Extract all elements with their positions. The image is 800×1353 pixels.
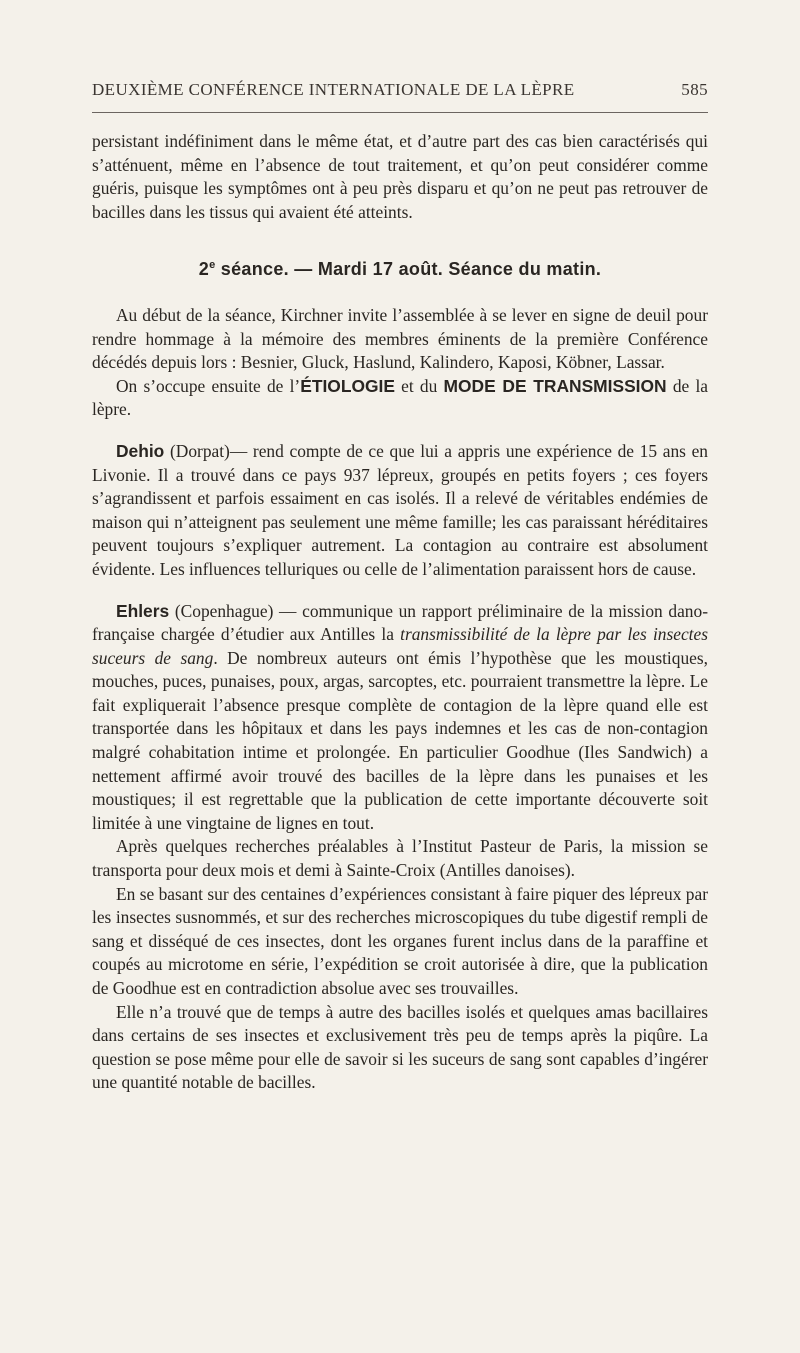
speaker-dehio: Dehio [116, 440, 165, 461]
ehlers-text-a: (Copenhague) — communique un rapport préliminaire de la mission dano-française chargée d’étudier aux Antilles la [92, 600, 708, 645]
section-ordinal: e [209, 259, 216, 272]
dehio-text: (Dorpat)— rend compte de ce que lui a appris une expérience de 15 ans en Livonie. Il a trouvé dans ce pays 937 lépreux, groupés en petits foyers ; ces foyers s’agrandissent et parfois essaiment en cas isolés. Il a relevé de véritables endémies de maison qui n’atteignent pas seulement une même famille; les cas paraissant héréditaires peuvent toujours s’expliquer autrement. La contagion au contraire est absolument évidente. Les influences telluriques ou celle de l’alimentation paraissent hors de cause. [92, 440, 708, 579]
speaker-ehlers: Ehlers [116, 600, 170, 621]
section-number: 2 [198, 259, 210, 280]
section-heading [92, 254, 708, 282]
topic-text-a: On s’occupe ensuite de l’ [116, 375, 301, 396]
running-title: DEUXIÈME CONFÉRENCE INTERNATIONALE DE LA LÈPRE [92, 80, 575, 99]
ehlers-text-b: . De nombreux auteurs ont émis l’hypothèse que les moustiques, mouches, puces, punaises, poux, argas, sarcoptes, etc. pourraient transmettre la lèpre. Le fait expliquerait l’absence presque complète de contagion de la lèpre quand elle est transportée dans les hôpitaux et dans les pays indemnes et les cas de non-contagion malgré cohabitation intime et prolongée. En particulier Goodhue (Iles Sandwich) a nettement affirmé avoir trouvé des bacilles de la lèpre dans les punaises et les moustiques; il est regrettable que la publication de cette importante découverte soit limitée à une vingtaine de lignes en tout. [92, 647, 708, 833]
paragraph-pasteur: Après quelques recherches préalables à l’Institut Pasteur de Paris, la mission se transporta pour deux mois et demi à Sainte-Croix (Antilles danoises). [92, 836, 708, 881]
topic-text-e: de la lèpre. [92, 375, 709, 420]
page-number: 585 [681, 80, 708, 99]
paragraph-ehlers [92, 600, 708, 836]
ehlers-italic-title: transmissibilité de la lèpre par les insectes suceurs de sang [92, 624, 708, 668]
section-title-text: séance. — Mardi 17 août. Séance du matin. [215, 259, 602, 280]
page-body [92, 130, 708, 1095]
paragraph-findings: Elle n’a trouvé que de temps à autre des bacilles isolés et quelques amas bacillaires dans certains de ses insectes et exclusivement très peu de temps après la piqûre. La question se pose même pour elle de savoir si les suceurs de sang sont capables d’ingérer une quantité notable de bacilles. [92, 1001, 708, 1093]
paragraph-continuation: persistant indéfiniment dans le même état, et d’autre part des cas bien caractérisés qui s’atténuent, même en l’absence de tout traitement, et qu’on peut considérer comme guéris, puisque les symptômes ont à peu près disparu et qu’on ne peut pas retrouver de bacilles dans les tissus qui avaient été atteints. [92, 131, 708, 222]
spacer [92, 422, 708, 440]
paragraph-dehio [92, 440, 708, 582]
topic-text-c: et du [394, 375, 444, 396]
paragraph-topic [92, 375, 708, 422]
paragraph-opening: Au début de la séance, Kirchner invite l’assemblée à se lever en signe de deuil pour rendre hommage à la mémoire des membres éminents de la première Conférence décédés depuis lors : Besnier, Gluck, Haslund, Kalindero, Kaposi, Köbner, Lassar. [92, 304, 708, 373]
running-header [92, 80, 708, 100]
topic-mode-transmission: MODE DE TRANSMISSION [443, 375, 667, 396]
header-rule [92, 112, 708, 113]
spacer [92, 582, 708, 600]
paragraph-experiences: En se basant sur des centaines d’expériences consistant à faire piquer des lépreux par les insectes susnommés, et sur des recherches microscopiques du tube digestif rempli de sang et disséqué de ces insectes, dont les organes furent inclus dans de la paraffine et coupés au microtome en série, l’expédition se croit autorisée à dire, que la publication de Goodhue est en contradiction absolue avec ses trouvailles. [92, 883, 708, 998]
topic-etiologie: ÉTIOLOGIE [300, 375, 395, 396]
